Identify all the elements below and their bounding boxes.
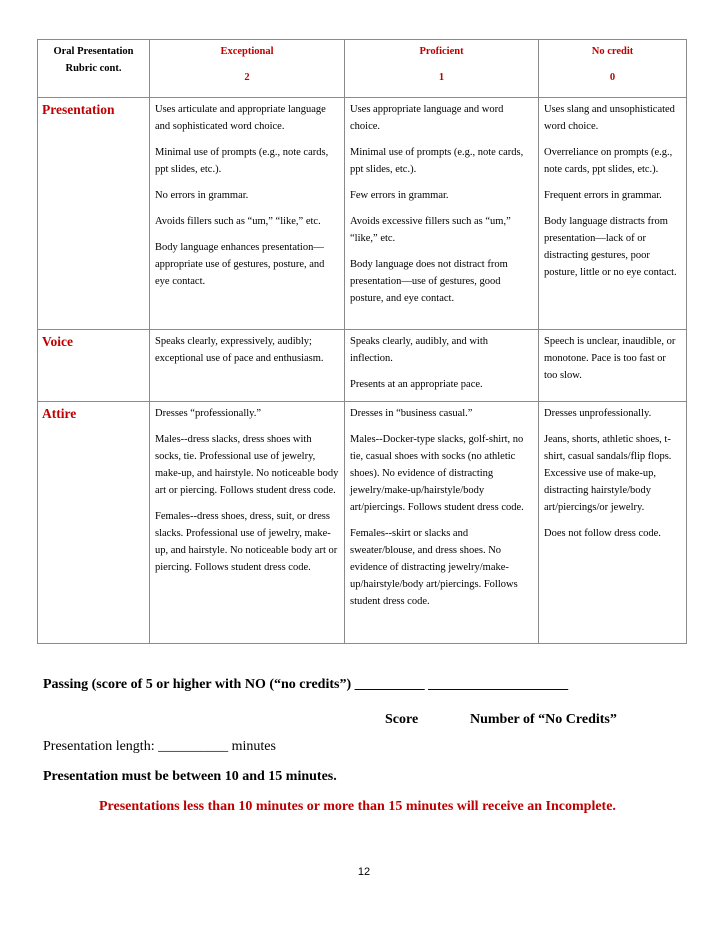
header-row <box>38 40 687 98</box>
header-level-points: 1 <box>438 72 445 83</box>
criterion: Body language does not distract from presentation—use of gestures, good posture, and eye contact. <box>350 259 508 304</box>
criterion: Avoids fillers such as “um,” “like,” etc. <box>155 216 321 227</box>
criterion: Body language distracts from presentation—lack of or distracting gestures, poor posture, little or no eye contact. <box>544 216 677 278</box>
score-label: Score <box>385 712 419 727</box>
attire-exceptional <box>150 402 345 644</box>
criterion: Uses articulate and appropriate language and sophisticated word choice. <box>155 104 326 132</box>
criterion: Dresses unprofessionally. <box>544 408 652 419</box>
header-level-label: Exceptional <box>220 46 274 57</box>
criterion: No errors in grammar. <box>155 190 249 201</box>
criterion: Speech is unclear, inaudible, or monotone. Pace is too fast or too slow. <box>544 336 676 381</box>
attire-proficient <box>345 402 539 644</box>
criterion: Frequent errors in grammar. <box>544 190 662 201</box>
header-level-points: 0 <box>609 72 616 83</box>
criterion: Uses slang and unsophisticated word choice. <box>544 104 675 132</box>
header-level-label: Proficient <box>419 46 464 57</box>
row-label-attire: Attire <box>38 402 150 644</box>
criterion: Dresses “professionally.” <box>155 408 262 419</box>
row-attire <box>38 402 687 644</box>
criterion: Males--Docker-type slacks, golf-shirt, no tie, casual shoes with socks (no athletic shoes). No evidence of distracting jewelry/make-up/hairstyle/body art/piercings. Follows student dress code. <box>350 434 524 513</box>
presentation-length-line: Presentation length: __________ minutes <box>43 739 276 754</box>
criterion: Speaks clearly, expressively, audibly; exceptional use of pace and enthusiasm. <box>155 336 324 364</box>
rubric-table <box>37 39 687 644</box>
presentation-proficient <box>345 98 539 330</box>
header-exceptional <box>150 40 345 98</box>
criterion: Minimal use of prompts (e.g., note cards, ppt slides, etc.). <box>155 147 329 175</box>
criterion: Body language enhances presentation—appropriate use of gestures, posture, and eye contact. <box>155 242 325 287</box>
voice-no-credit <box>539 330 687 402</box>
row-label-presentation: Presentation <box>38 98 150 330</box>
criterion: Females--dress shoes, dress, suit, or dress slacks. Professional use of jewelry, make-up, and hairstyle. No noticeable body art or piercing. Follows student dress code. <box>155 511 338 573</box>
header-title: Oral Presentation Rubric cont. <box>53 46 134 74</box>
attire-no-credit <box>539 402 687 644</box>
criterion: Overreliance on prompts (e.g., note cards, ppt slides, etc.). <box>544 147 673 175</box>
voice-proficient <box>345 330 539 402</box>
header-title-cell <box>38 40 150 98</box>
presentation-exceptional <box>150 98 345 330</box>
header-proficient <box>345 40 539 98</box>
criterion: Uses appropriate language and word choice. <box>350 104 504 132</box>
criterion: Speaks clearly, audibly, and with inflection. <box>350 336 489 364</box>
time-rule: Presentation must be between 10 and 15 minutes. <box>43 769 337 784</box>
presentation-no-credit <box>539 98 687 330</box>
row-presentation <box>38 98 687 330</box>
header-level-points: 2 <box>244 72 250 83</box>
criterion: Minimal use of prompts (e.g., note cards, ppt slides, etc.). <box>350 147 524 175</box>
passing-line: Passing (score of 5 or higher with NO (“no credits”) __________ ____________________ <box>43 677 569 692</box>
row-label-voice: Voice <box>38 330 150 402</box>
criterion: Jeans, shorts, athletic shoes, t-shirt, casual sandals/flip flops. Excessive use of make-up, distracting hairstyle/body art/piercings/or jewelry. <box>544 434 672 513</box>
header-no-credit <box>539 40 687 98</box>
no-credits-label: Number of “No Credits” <box>470 712 617 727</box>
criterion: Females--skirt or slacks and sweater/blouse, and dress shoes. No evidence of distracting jewelry/make-up/hairstyle/body art/piercings. Follows student dress code. <box>350 528 518 607</box>
criterion: Few errors in grammar. <box>350 190 449 201</box>
criterion: Males--dress slacks, dress shoes with socks, tie. Professional use of jewelry, make-up, and hairstyle. No noticeable body art or piercing. Follows student dress code. <box>155 434 339 496</box>
row-voice <box>38 330 687 402</box>
incomplete-warning: Presentations less than 10 minutes or more than 15 minutes will receive an Incomplete. <box>99 799 616 814</box>
criterion: Presents at an appropriate pace. <box>350 379 483 390</box>
header-level-label: No credit <box>591 46 634 57</box>
criterion: Avoids excessive fillers such as “um,” “like,” etc. <box>350 216 511 244</box>
voice-exceptional <box>150 330 345 402</box>
criterion: Dresses in “business casual.” <box>350 408 473 419</box>
page-number: 12 <box>357 866 371 878</box>
criterion: Does not follow dress code. <box>544 528 661 539</box>
